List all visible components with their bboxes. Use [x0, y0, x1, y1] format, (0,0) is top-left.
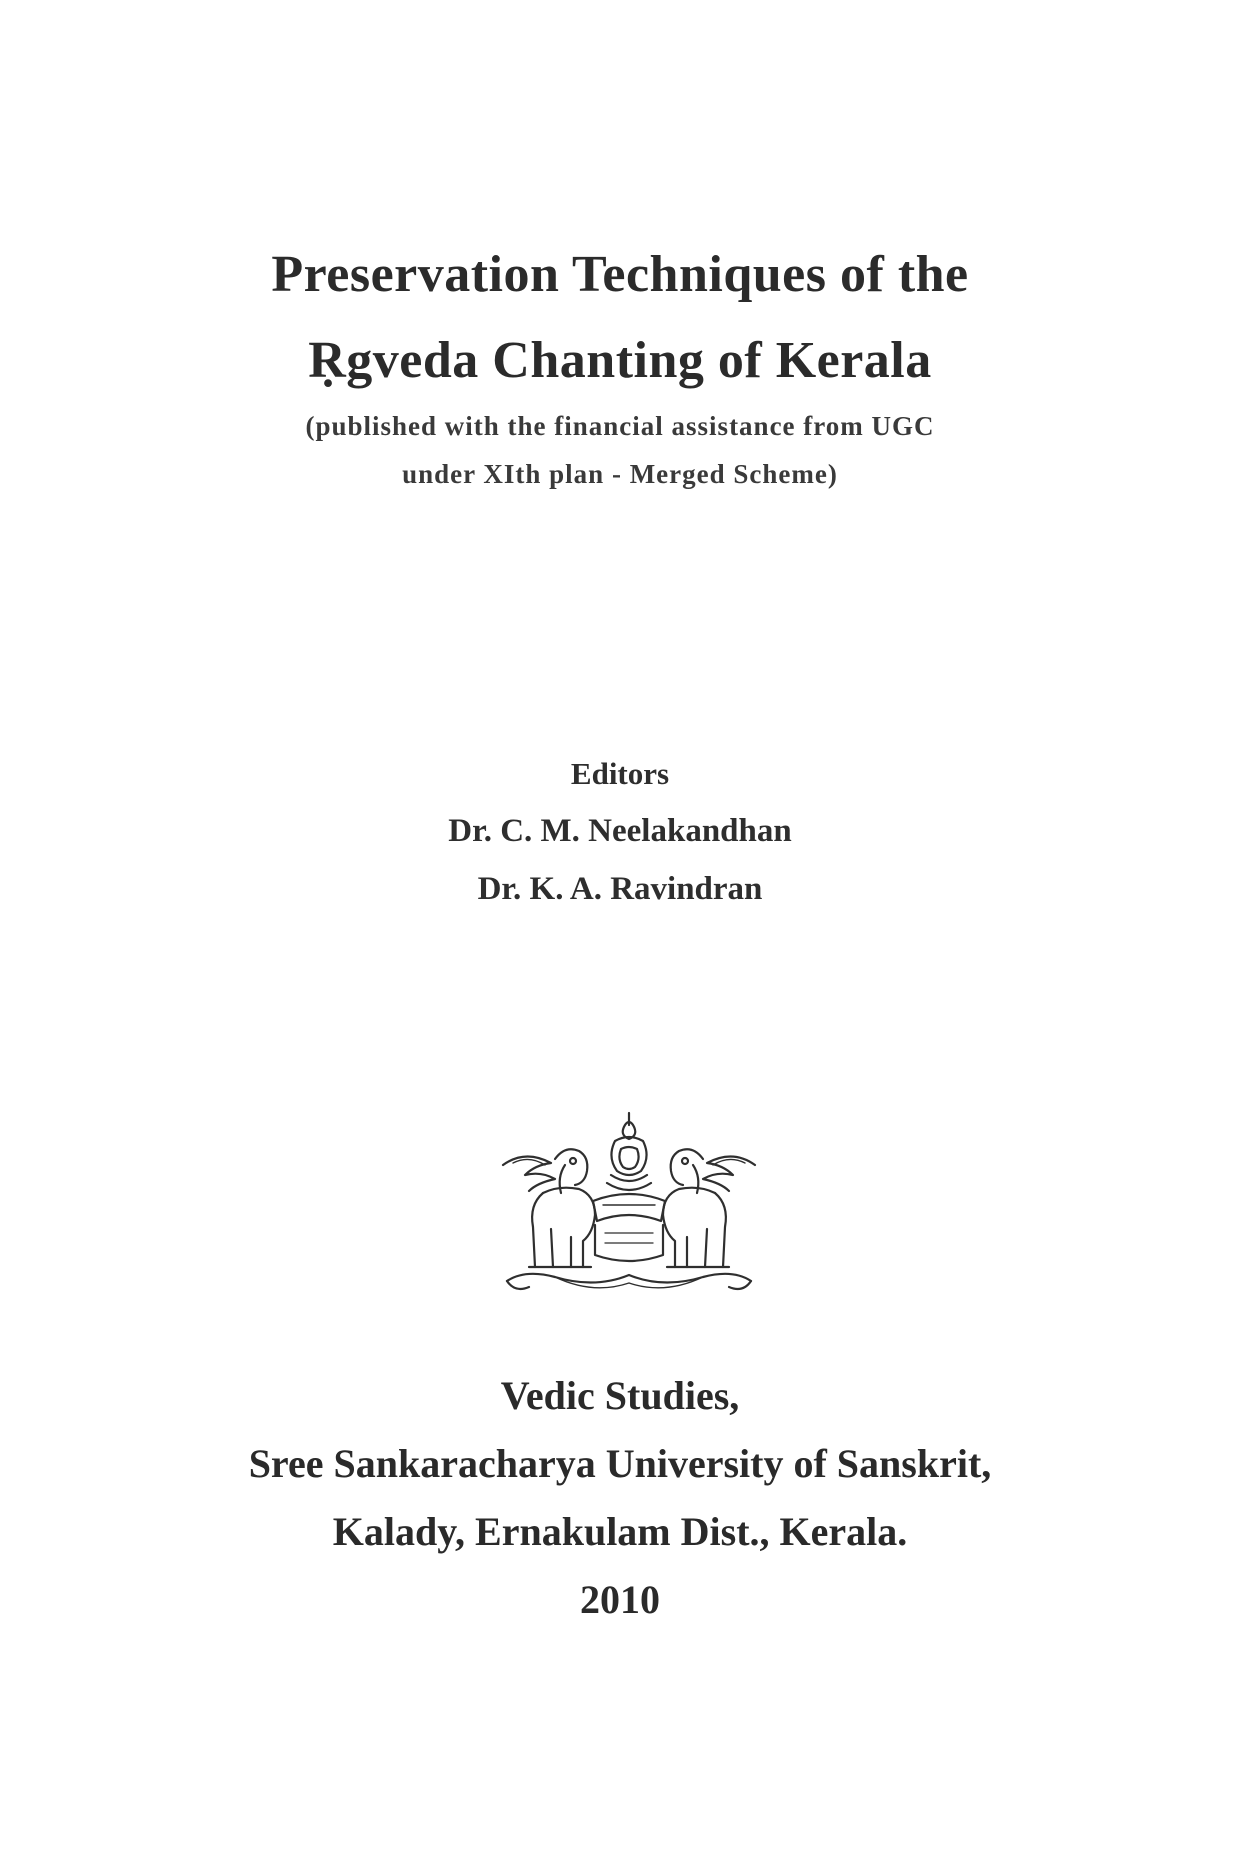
- book-title-line-2: Ṛgveda Chanting of Kerala: [308, 332, 932, 389]
- publisher-department: Vedic Studies,: [500, 1373, 740, 1418]
- publisher-block: [0, 1362, 1240, 1634]
- editor-name-2: Dr. K. A. Ravindran: [477, 871, 763, 907]
- funding-note: [0, 402, 1240, 498]
- editors-section: [0, 746, 1240, 918]
- funding-note-line-1: (published with the financial assistance from UGC: [305, 411, 935, 441]
- funding-note-line-2: under XIth plan - Merged Scheme): [402, 459, 838, 489]
- publisher-university: Sree Sankaracharya University of Sanskrit,: [248, 1441, 992, 1486]
- book-title: [0, 232, 1240, 404]
- editor-name-1: Dr. C. M. Neelakandhan: [448, 813, 792, 849]
- publisher-location: Kalady, Ernakulam Dist., Kerala.: [332, 1509, 908, 1554]
- editors-label: Editors: [570, 756, 670, 791]
- publication-year: 2010: [580, 1577, 660, 1622]
- kerala-state-emblem-icon: [495, 1105, 763, 1295]
- book-title-line-1: Preservation Techniques of the: [271, 246, 969, 303]
